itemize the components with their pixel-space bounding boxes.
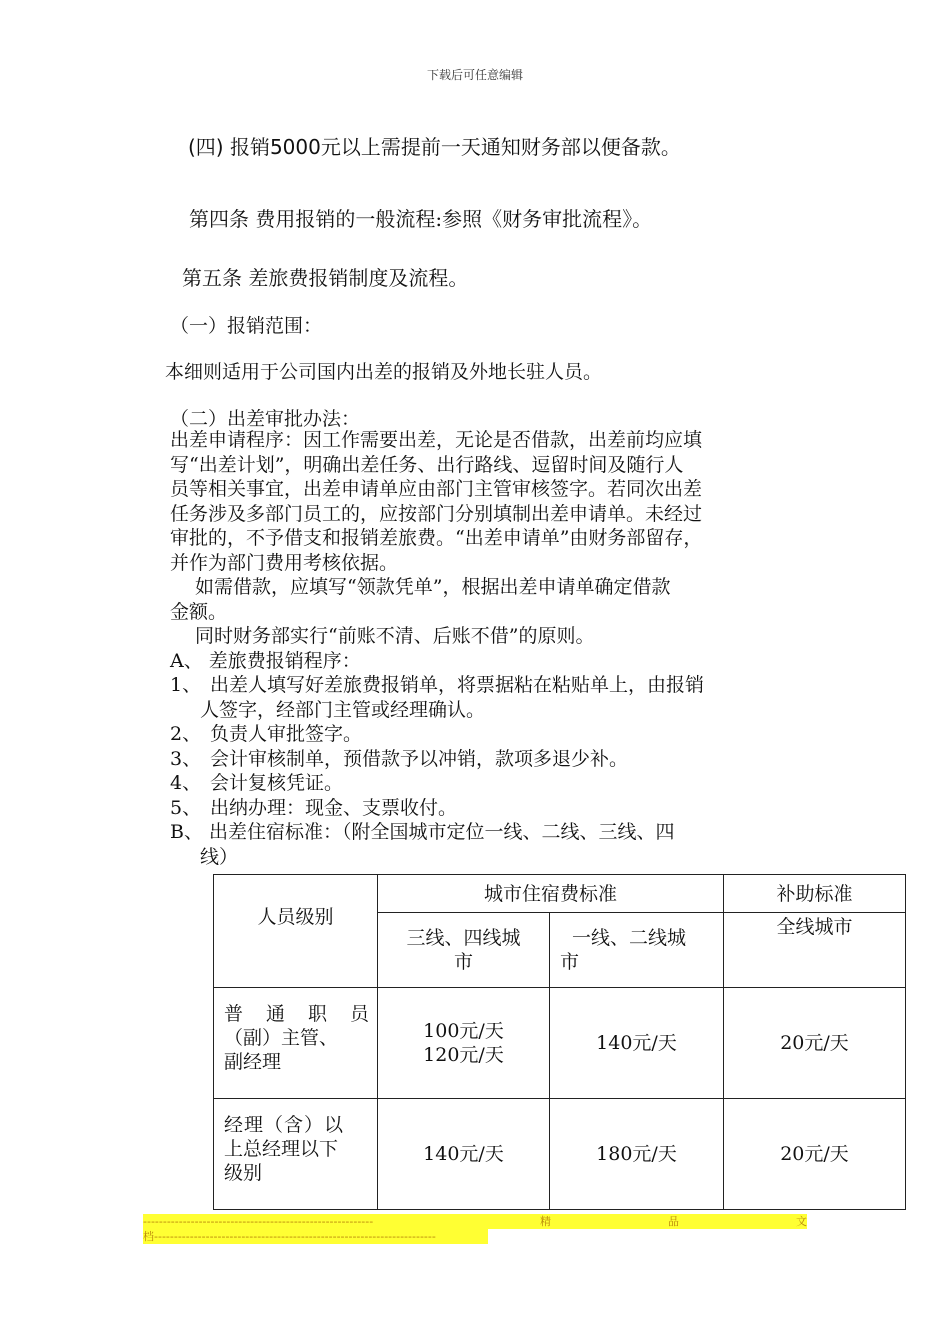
row2-level-line2: 上总经理以下 [224, 1138, 339, 1160]
step-number: 1、 [170, 674, 202, 696]
body-line: 任务涉及多部门员工的，应按部门分别填制出差申请单。未经过 [170, 502, 703, 525]
step-text: 出差人填写好差旅费报销单，将票据粘在粘贴单上，由报销 [210, 674, 705, 696]
body-line: 金额。 [170, 600, 228, 623]
header-hotel-standard [378, 875, 724, 913]
row2-tier34 [378, 1099, 550, 1210]
step-text: 会计审核制单，预借款予以冲销，款项多退少补。 [210, 747, 629, 770]
rate-value: 100元/天 [423, 1020, 504, 1042]
body-line: 审批的，不予借支和报销差旅费。“出差申请单”由财务部留存， [170, 527, 703, 549]
step-item [170, 771, 704, 796]
row2-level [214, 1099, 378, 1210]
step-number: 5、 [170, 796, 202, 819]
row1-level-line1 [224, 1002, 377, 1026]
step-text: 负责人审批签字。 [210, 723, 363, 745]
row2-level-line3: 级别 [224, 1162, 263, 1184]
rate-value: 20元/天 [780, 1032, 849, 1054]
header-subsidy-standard-text: 补助标准 [776, 882, 853, 905]
footer-char: 品 [668, 1215, 679, 1228]
subheader-text: 市 [560, 951, 580, 973]
section-one-title: （一）报销范围： [170, 315, 323, 337]
body-line: 如需借款，应填写“领款凭单”，根据出差申请单确定借款 [170, 576, 671, 598]
header-subsidy-standard [724, 875, 906, 913]
step-item [170, 747, 704, 772]
row1-level [214, 988, 378, 1099]
subheader-text: 全线城市 [776, 916, 853, 938]
row1-level-line3: 副经理 [224, 1051, 282, 1073]
row1-subsidy [724, 988, 906, 1099]
body-line: 并作为部门费用考核依据。 [170, 551, 399, 574]
section-b-title: B、 出差住宿标准：（附全国城市定位一线、二线、三线、四 [170, 821, 675, 843]
subheader-tier-1-2 [550, 913, 724, 988]
row1-tier12 [550, 988, 724, 1099]
step-number: 2、 [170, 723, 202, 745]
subheader-text: 一线、二线城 [572, 927, 687, 949]
step-item [170, 673, 704, 698]
page-header: 下载后可任意编辑 [426, 68, 523, 82]
footer-dashes: ---------------------------------------------------------- [143, 1215, 374, 1228]
section-a-title: A、 差旅费报销程序： [170, 649, 361, 672]
header-staff-level-text: 人员级别 [257, 906, 334, 928]
footer-line1 [143, 1214, 807, 1229]
step-number [170, 698, 200, 723]
row1-tier34 [378, 988, 550, 1099]
footer-char: 精 [540, 1215, 551, 1228]
subheader-text: 三线、四线城 [406, 927, 521, 949]
subheader-all-cities [724, 913, 906, 988]
rate-value: 120元/天 [423, 1044, 504, 1066]
rate-value: 140元/天 [596, 1032, 677, 1054]
row1-level-line2: （副）主管、 [224, 1027, 339, 1049]
level-char: 普 [224, 1003, 244, 1025]
footer-line2: 档----------------------------------------------------------------------- [143, 1229, 488, 1244]
section-b-title-cont: 线） [200, 845, 239, 868]
rate-value: 140元/天 [423, 1143, 504, 1165]
step-number: 3、 [170, 747, 202, 770]
body-line: 出差申请程序：因工作需要出差，无论是否借款，出差前均应填 [170, 429, 703, 451]
body-line: 员等相关事宜，出差申请单应由部门主管审核签字。若同次出差 [170, 478, 703, 500]
step-number: 4、 [170, 772, 202, 794]
level-char: 员 [349, 1003, 369, 1025]
level-char: 通 [265, 1003, 285, 1025]
section-two-title: （二）出差审批办法： [170, 408, 361, 430]
header-hotel-standard-text: 城市住宿费标准 [483, 882, 617, 905]
step-item [170, 722, 704, 747]
header-staff-level [214, 875, 378, 988]
row2-level-line1: 经理（含）以 [224, 1114, 345, 1136]
rate-value: 20元/天 [780, 1143, 849, 1165]
row2-subsidy [724, 1099, 906, 1210]
step-item [170, 698, 704, 723]
subheader-tier-3-4 [378, 913, 550, 988]
section-two-body [170, 428, 704, 869]
step-text: 出纳办理：现金、支票收付。 [210, 796, 458, 819]
article-five: 第五条 差旅费报销制度及流程。 [182, 266, 469, 290]
row2-tier12 [550, 1099, 724, 1210]
accommodation-standard-table [213, 874, 906, 1210]
section-one-text: 本细则适用于公司国内出差的报销及外地长驻人员。 [165, 361, 603, 383]
level-char: 职 [307, 1003, 327, 1025]
page-footer [143, 1214, 807, 1248]
step-text: 会计复核凭证。 [210, 772, 344, 794]
subheader-text: 市 [453, 951, 473, 973]
footer-char: 文 [796, 1215, 807, 1228]
body-line: 同时财务部实行“前账不清、后账不借”的原则。 [170, 625, 595, 647]
body-line: 写“出差计划”，明确出差任务、出行路线、逗留时间及随行人 [170, 453, 684, 476]
paragraph-four-text: (四) 报销5000元以上需提前一天通知财务部以便备款。 [188, 135, 681, 159]
paragraph-four [188, 131, 681, 160]
step-text: 人签字，经部门主管或经理确认。 [200, 698, 486, 721]
rate-value: 180元/天 [596, 1143, 677, 1165]
article-four: 第四条 费用报销的一般流程:参照《财务审批流程》。 [189, 207, 653, 231]
step-item [170, 796, 704, 821]
